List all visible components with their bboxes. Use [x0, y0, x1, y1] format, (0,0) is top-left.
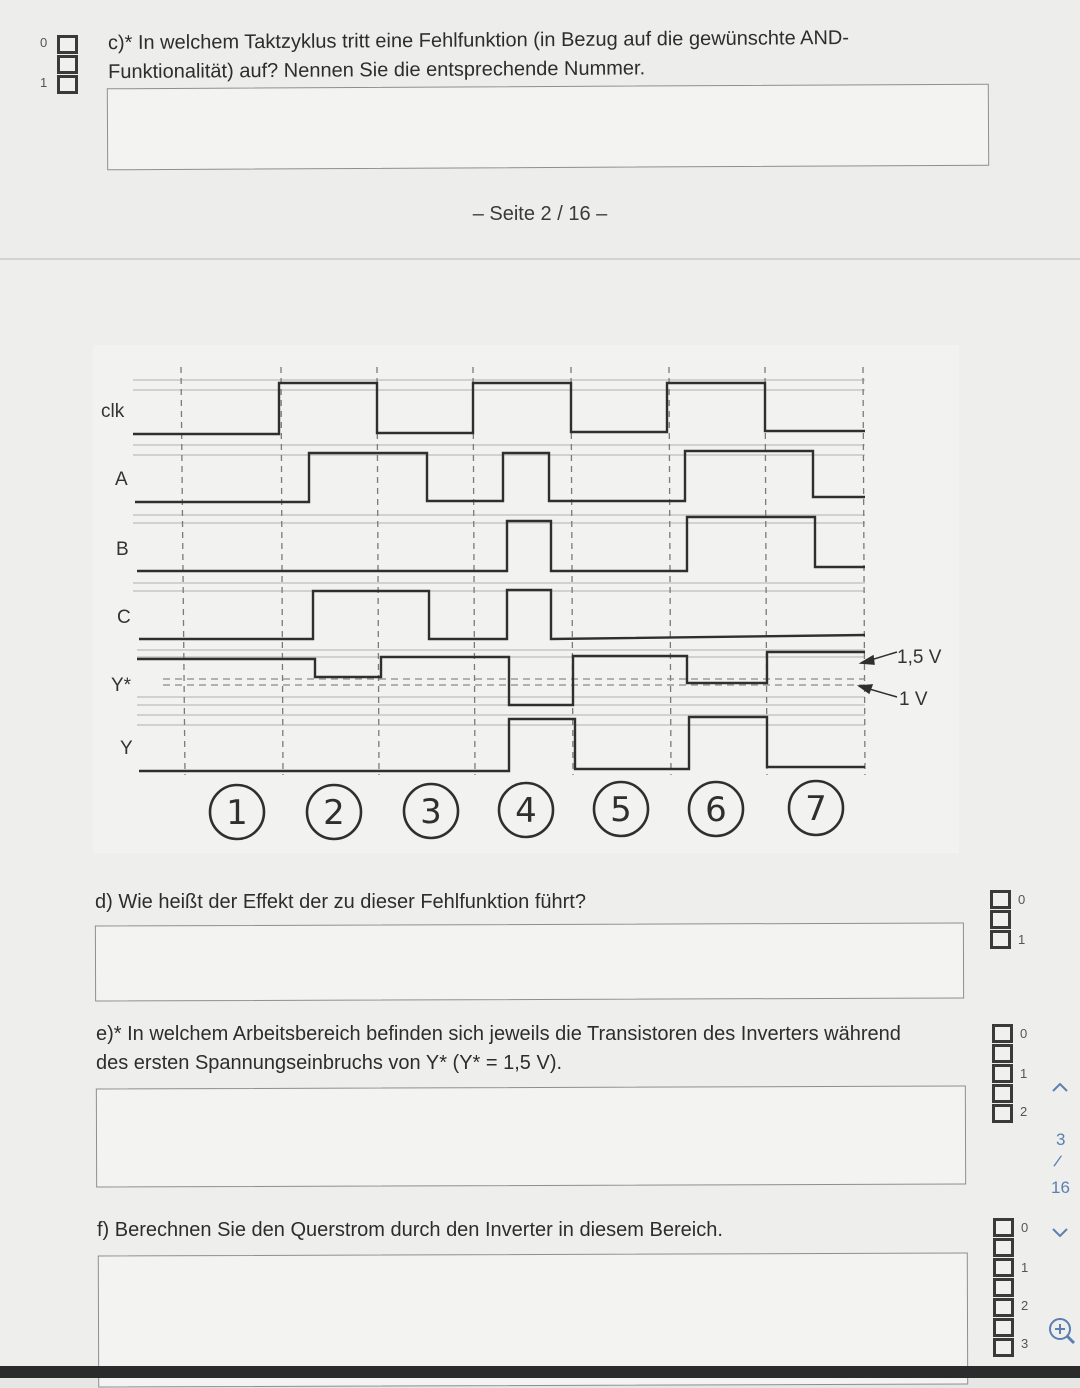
score-box-f-5[interactable]	[993, 1318, 1014, 1337]
total-page-number: 16	[1051, 1178, 1070, 1197]
signal-label-y: Y	[120, 738, 133, 759]
score-label-f-2: 2	[1021, 1298, 1029, 1313]
score-label-d-1: 1	[1018, 932, 1026, 947]
score-label-e-1: 1	[1020, 1066, 1028, 1081]
signal-label-a: A	[115, 469, 128, 490]
page-number-footer: – Seite 2 / 16 –	[472, 203, 608, 225]
a-waveform	[135, 451, 865, 502]
chevron-up-icon[interactable]	[1050, 1080, 1070, 1094]
signal-label-ystar: Y*	[111, 675, 132, 696]
cycle-marker-1: 1	[226, 793, 248, 833]
cycle-marker-2: 2	[323, 793, 345, 833]
score-label-f-3: 3	[1021, 1336, 1029, 1351]
score-box-f-6[interactable]	[993, 1338, 1014, 1357]
c-waveform	[139, 590, 865, 639]
annotation-1-5v: 1,5 V	[897, 647, 942, 668]
question-f-text: f) Berechnen Sie den Querstrom durch den Inverter in diesem Bereich.	[97, 1219, 723, 1241]
score-box-e-1[interactable]	[992, 1044, 1013, 1063]
score-box-f-4[interactable]	[993, 1298, 1014, 1317]
cycle-marker-6: 6	[705, 790, 727, 830]
score-label-c-0: 0	[40, 35, 48, 50]
question-c-line2: Funktionalität) auf? Nennen Sie die entsprechende Nummer.	[108, 57, 646, 84]
answer-field-e[interactable]	[96, 1085, 966, 1187]
cycle-marker-5: 5	[610, 790, 632, 830]
score-box-f-0[interactable]	[993, 1218, 1014, 1237]
score-box-e-2[interactable]	[992, 1064, 1013, 1083]
question-e-text	[96, 1020, 976, 1078]
clk-waveform	[133, 383, 865, 434]
answer-field-c[interactable]	[107, 84, 989, 171]
score-box-c-0[interactable]	[57, 35, 78, 54]
question-c-text	[108, 23, 1008, 87]
score-label-c-1: 1	[40, 75, 48, 90]
signal-label-b: B	[116, 539, 129, 560]
question-e-line2: des ersten Spannungseinbruchs von Y* (Y* = 1,5 V).	[96, 1052, 563, 1074]
annotation-1v: 1 V	[899, 689, 928, 710]
question-d-text: d) Wie heißt der Effekt der zu dieser Fehlfunktion führt?	[95, 891, 586, 913]
score-label-d-0: 0	[1018, 892, 1026, 907]
timing-diagram-svg	[93, 345, 959, 853]
current-page-number: 3	[1056, 1130, 1066, 1149]
signal-label-clk: clk	[101, 401, 125, 422]
score-label-f-1: 1	[1021, 1260, 1029, 1275]
score-box-e-0[interactable]	[992, 1024, 1013, 1043]
page-separator: /	[1052, 1151, 1064, 1172]
score-box-d-1[interactable]	[990, 910, 1011, 929]
score-box-e-3[interactable]	[992, 1084, 1013, 1103]
score-box-d-2[interactable]	[990, 930, 1011, 949]
score-box-c-2[interactable]	[57, 75, 78, 94]
b-waveform	[137, 517, 865, 571]
score-box-d-0[interactable]	[990, 890, 1011, 909]
screen-bottom-bezel	[0, 1366, 1080, 1378]
chevron-down-icon[interactable]	[1050, 1226, 1070, 1240]
cycle-marker-7: 7	[805, 789, 827, 829]
score-box-f-3[interactable]	[993, 1278, 1014, 1297]
cycle-marker-3: 3	[420, 792, 442, 832]
signal-label-c: C	[117, 607, 131, 628]
question-c-line1: c)* In welchem Taktzyklus tritt eine Fehlfunktion (in Bezug auf die gewünschte AND-	[107, 26, 850, 55]
timing-diagram	[93, 345, 959, 853]
question-e-line1: e)* In welchem Arbeitsbereich befinden sich jeweils die Transistoren des Inverters während	[96, 1023, 901, 1045]
score-box-f-2[interactable]	[993, 1258, 1014, 1277]
cycle-marker-4: 4	[515, 791, 537, 831]
score-box-f-1[interactable]	[993, 1238, 1014, 1257]
score-box-e-4[interactable]	[992, 1104, 1013, 1123]
arrow-1v-head	[859, 685, 872, 693]
score-label-e-0: 0	[1020, 1026, 1028, 1041]
score-box-c-1[interactable]	[57, 55, 78, 74]
answer-field-d[interactable]	[95, 922, 964, 1001]
score-label-f-0: 0	[1021, 1220, 1029, 1235]
zoom-in-icon[interactable]	[1047, 1316, 1077, 1346]
score-label-e-2: 2	[1020, 1104, 1028, 1119]
